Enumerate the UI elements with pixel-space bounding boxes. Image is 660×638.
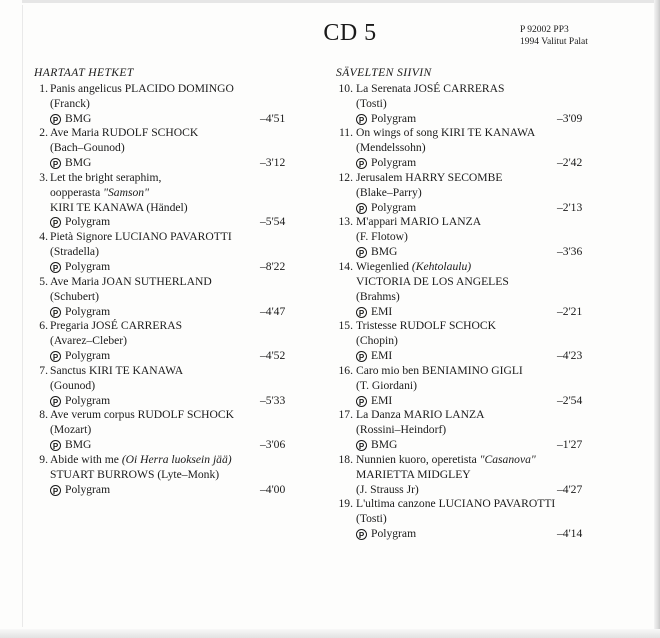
- track-line: [34, 364, 296, 379]
- track-duration: –4'27: [557, 482, 583, 496]
- track-text: Abide with me: [50, 452, 122, 466]
- phonogram-icon: P: [356, 396, 367, 407]
- phonogram-icon: P: [356, 529, 367, 540]
- record-label: BMG: [65, 156, 92, 170]
- track-item: [336, 82, 604, 127]
- track-number: 9.: [39, 452, 48, 466]
- track-duration: –2'21: [557, 304, 583, 318]
- track-duration: –2'42: [557, 156, 583, 170]
- track-item: [336, 497, 604, 542]
- track-text: Panis angelicus PLACIDO DOMINGO: [50, 81, 234, 95]
- phonogram-icon: P: [50, 114, 61, 125]
- track-label-row: [336, 394, 604, 409]
- track-text: La Danza MARIO LANZA: [356, 408, 485, 422]
- track-line: [34, 186, 296, 201]
- track-line: [34, 290, 296, 305]
- track-label-row: [34, 483, 296, 498]
- phonogram-icon: P: [50, 217, 61, 228]
- track-text: (Stradella): [50, 245, 99, 259]
- track-item: [34, 275, 296, 320]
- track-line: [336, 230, 604, 245]
- track-line: [34, 453, 296, 468]
- track-text: On wings of song KIRI TE KANAWA: [356, 126, 536, 140]
- phonogram-icon: P: [50, 158, 61, 169]
- track-item: [34, 408, 296, 453]
- record-label: Polygram: [65, 482, 111, 496]
- page-fold-line: [22, 5, 23, 627]
- track-text: VICTORIA DE LOS ANGELES: [356, 274, 509, 288]
- track-duration: –4'51: [260, 111, 286, 125]
- copyright-line: 1994 Valitut Palat: [520, 37, 588, 47]
- track-label-row: [336, 305, 604, 320]
- track-text: (Bach–Gounod): [50, 141, 125, 155]
- record-label: Polygram: [65, 349, 111, 363]
- track-item: [336, 215, 604, 260]
- track-label-row: [336, 438, 604, 453]
- track-item: [34, 230, 296, 275]
- track-number: 17.: [338, 408, 353, 422]
- track-text: Pregaria JOSÉ CARRERAS: [50, 319, 183, 333]
- track-line: [336, 290, 604, 305]
- track-duration: –3'36: [557, 245, 583, 259]
- track-label-row: [34, 112, 296, 127]
- track-number: 1.: [39, 81, 48, 95]
- track-line: [336, 423, 604, 438]
- track-number: 11.: [338, 126, 353, 140]
- track-text: (Blake–Parry): [356, 185, 422, 199]
- track-duration: –4'52: [260, 349, 286, 363]
- track-line: [34, 468, 296, 483]
- track-line: [34, 334, 296, 349]
- track-line: [34, 423, 296, 438]
- track-item: [34, 82, 296, 127]
- track-text: (Gounod): [50, 378, 96, 392]
- track-label-row: [336, 349, 604, 364]
- record-label: Polygram: [65, 215, 111, 229]
- track-number: 6.: [39, 319, 48, 333]
- track-number: 13.: [338, 215, 353, 229]
- track-line: [34, 201, 296, 216]
- track-line: [336, 82, 604, 97]
- track-text: STUART BURROWS (Lyte–Monk): [50, 467, 220, 481]
- phonogram-icon: P: [356, 158, 367, 169]
- track-number: 12.: [338, 170, 353, 184]
- record-label: Polygram: [371, 111, 417, 125]
- track-text: (Mozart): [50, 423, 92, 437]
- track-item: [336, 171, 604, 216]
- track-item: [34, 453, 296, 498]
- phonogram-icon: P: [50, 262, 61, 273]
- phonogram-icon: P: [50, 396, 61, 407]
- track-item: [336, 364, 604, 409]
- track-text-italic: "Casanova": [479, 452, 536, 466]
- track-duration: –3'09: [557, 111, 583, 125]
- record-label: BMG: [371, 438, 398, 452]
- track-text: (Franck): [50, 96, 90, 110]
- track-line: [336, 97, 604, 112]
- track-text: La Serenata JOSÉ CARRERAS: [356, 81, 505, 95]
- track-item: [34, 319, 296, 364]
- page-title: CD 5: [323, 20, 377, 46]
- record-label: Polygram: [371, 527, 417, 541]
- catalog-number: P 92002 PP3: [520, 25, 569, 35]
- track-text: Ave Maria RUDOLF SCHOCK: [50, 126, 199, 140]
- track-line: [34, 126, 296, 141]
- track-item: [336, 260, 604, 319]
- track-label-row: [34, 349, 296, 364]
- record-label: EMI: [371, 393, 393, 407]
- track-line: [34, 408, 296, 423]
- track-duration: –4'23: [557, 349, 583, 363]
- track-label-row: [34, 215, 296, 230]
- phonogram-icon: P: [50, 351, 61, 362]
- track-line: [34, 230, 296, 245]
- track-line: [336, 141, 604, 156]
- track-duration: –8'22: [260, 259, 286, 273]
- track-line: [34, 319, 296, 334]
- track-text: KIRI TE KANAWA (Händel): [50, 200, 188, 214]
- track-item: [336, 126, 604, 171]
- track-text: (Chopin): [356, 334, 398, 348]
- track-item: [336, 453, 604, 498]
- phonogram-icon: P: [356, 440, 367, 451]
- track-item: [34, 171, 296, 230]
- track-duration: –3'12: [260, 156, 286, 170]
- track-label-row: [336, 156, 604, 171]
- track-item: [34, 364, 296, 409]
- track-number: 16.: [338, 363, 353, 377]
- track-text: (Brahms): [356, 289, 400, 303]
- track-duration: –4'47: [260, 304, 286, 318]
- track-line: [336, 453, 604, 468]
- record-label: BMG: [65, 111, 92, 125]
- track-list-right: [336, 66, 604, 542]
- track-text: MARIETTA MIDGLEY: [356, 467, 471, 481]
- track-text: L'ultima canzone LUCIANO PAVAROTTI: [356, 497, 556, 511]
- track-text: (Mendelssohn): [356, 141, 426, 155]
- track-item: [336, 408, 604, 453]
- track-line: [34, 379, 296, 394]
- track-line: [336, 275, 604, 290]
- section-heading-left: HARTAAT HETKET: [34, 66, 134, 79]
- section-heading-right: SÄVELTEN SIIVIN: [336, 66, 432, 79]
- phonogram-icon: P: [356, 247, 367, 258]
- record-label: EMI: [371, 304, 393, 318]
- track-number: 8.: [39, 408, 48, 422]
- phonogram-icon: P: [356, 114, 367, 125]
- track-number: 15.: [338, 319, 353, 333]
- track-number: 10.: [338, 81, 353, 95]
- track-text: (Avarez–Cleber): [50, 334, 128, 348]
- record-label: Polygram: [371, 200, 417, 214]
- track-text: (Tosti): [356, 512, 387, 526]
- track-line: [336, 334, 604, 349]
- track-label-row: [34, 438, 296, 453]
- catalog-code: [520, 24, 650, 48]
- track-number: 14.: [338, 259, 353, 273]
- track-text-italic: "Samson": [103, 185, 149, 199]
- track-line: [336, 364, 604, 379]
- record-label: Polygram: [65, 393, 111, 407]
- page-top-edge: [22, 0, 654, 3]
- page-right-edge: [654, 0, 660, 638]
- track-line: [34, 245, 296, 260]
- track-number: 5.: [39, 274, 48, 288]
- track-text-italic: (Oi Herra luoksein jää): [121, 452, 232, 466]
- track-duration: –5'54: [260, 215, 286, 229]
- record-label: Polygram: [65, 259, 111, 273]
- track-duration: –4'00: [260, 482, 286, 496]
- track-line: [34, 141, 296, 156]
- track-text: Let the bright seraphim,: [50, 170, 162, 184]
- track-line: [336, 497, 604, 512]
- track-item: [336, 319, 604, 364]
- track-text: Wiegenlied: [356, 259, 412, 273]
- track-line: [336, 186, 604, 201]
- track-number: 7.: [39, 363, 48, 377]
- track-text: Ave Maria JOAN SUTHERLAND: [50, 274, 212, 288]
- phonogram-icon: P: [356, 351, 367, 362]
- phonogram-icon: P: [50, 485, 61, 496]
- track-number: 19.: [338, 497, 353, 511]
- track-text-italic: (Kehtolaulu): [411, 259, 472, 273]
- track-line: [336, 379, 604, 394]
- track-list-left: [34, 66, 296, 497]
- phonogram-icon: P: [50, 440, 61, 451]
- track-duration: –2'13: [557, 200, 583, 214]
- track-text: (Schubert): [50, 289, 99, 303]
- track-text: (J. Strauss Jr): [356, 482, 419, 496]
- track-text: Jerusalem HARRY SECOMBE: [356, 170, 503, 184]
- track-text: Tristesse RUDOLF SCHOCK: [356, 319, 497, 333]
- track-text: oopperasta: [50, 185, 104, 199]
- track-line: [336, 319, 604, 334]
- track-number: 18.: [338, 452, 353, 466]
- track-label-row: [336, 201, 604, 216]
- track-text: Nunnien kuoro, operetista: [356, 452, 480, 466]
- record-label: Polygram: [371, 156, 417, 170]
- track-line: [336, 171, 604, 186]
- track-line: [336, 468, 604, 483]
- record-label: Polygram: [65, 304, 111, 318]
- track-line: [336, 512, 604, 527]
- track-label-row: [336, 245, 604, 260]
- track-line: [336, 260, 604, 275]
- track-line: [34, 97, 296, 112]
- track-text: Pietà Signore LUCIANO PAVAROTTI: [50, 230, 232, 244]
- track-label-row: [336, 112, 604, 127]
- track-line: [336, 408, 604, 423]
- track-label-row: [34, 260, 296, 275]
- track-label-row: [34, 156, 296, 171]
- track-label-row: [34, 394, 296, 409]
- track-duration: –3'06: [260, 438, 286, 452]
- phonogram-icon: P: [356, 203, 367, 214]
- track-number: 2.: [39, 126, 48, 140]
- record-label: EMI: [371, 349, 393, 363]
- track-number: 3.: [39, 170, 48, 184]
- track-text: M'appari MARIO LANZA: [356, 215, 482, 229]
- track-duration: –5'33: [260, 393, 286, 407]
- track-text: Sanctus KIRI TE KANAWA: [50, 363, 184, 377]
- track-line: [34, 82, 296, 97]
- track-label-row: [336, 527, 604, 542]
- track-line: [34, 275, 296, 290]
- track-line: [336, 215, 604, 230]
- track-text: Ave verum corpus RUDOLF SCHOCK: [50, 408, 234, 422]
- track-number: 4.: [39, 230, 48, 244]
- track-line: [34, 171, 296, 186]
- track-duration: –1'27: [557, 438, 583, 452]
- track-duration: –2'54: [557, 393, 583, 407]
- track-text: (Rossini–Heindorf): [356, 423, 447, 437]
- track-duration: –4'14: [557, 527, 583, 541]
- track-text: Caro mio ben BENIAMINO GIGLI: [356, 363, 523, 377]
- phonogram-icon: P: [356, 307, 367, 318]
- track-text: (F. Flotow): [356, 230, 408, 244]
- record-label: BMG: [371, 245, 398, 259]
- track-line: [336, 126, 604, 141]
- page-bottom-edge: [0, 629, 660, 638]
- track-label-row: [336, 483, 604, 498]
- track-label-row: [34, 305, 296, 320]
- phonogram-icon: P: [50, 307, 61, 318]
- record-label: BMG: [65, 438, 92, 452]
- track-item: [34, 126, 296, 171]
- track-text: (T. Giordani): [356, 378, 417, 392]
- track-text: (Tosti): [356, 96, 387, 110]
